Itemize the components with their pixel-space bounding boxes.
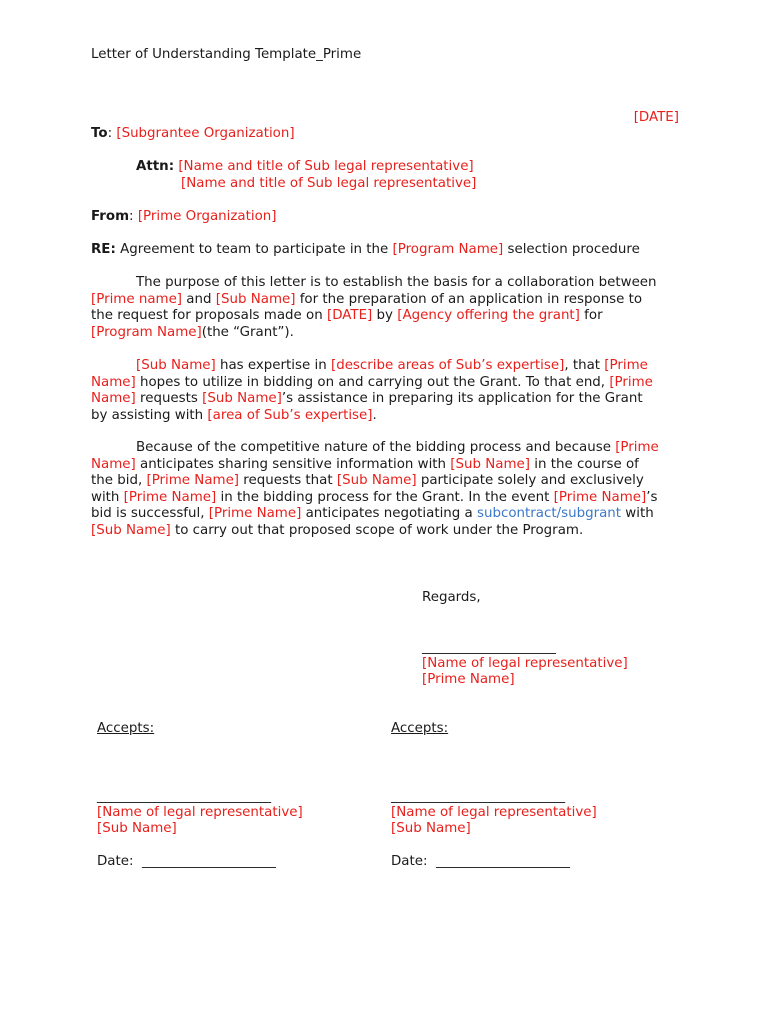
paragraph-line xyxy=(91,408,683,425)
subcontract-subgrant-text: subcontract/subgrant xyxy=(477,506,622,521)
date-line: ____________________ xyxy=(142,854,276,869)
text-run: participate solely and exclusively xyxy=(416,473,644,488)
text-run: to carry out that proposed scope of work under the Program. xyxy=(170,522,584,538)
placeholder-sub-name: [Sub Name] xyxy=(136,358,216,373)
placeholder-prime-name: [Prime Name] xyxy=(553,489,647,505)
placeholder-prime-name: [Prime xyxy=(615,440,659,455)
placeholder-sub-name: [Sub Name] xyxy=(91,522,171,538)
date-field xyxy=(391,854,570,869)
paragraph-line xyxy=(91,391,683,408)
re-text-2: selection procedure xyxy=(503,242,640,257)
closing-org: [Prime Name] xyxy=(422,672,515,687)
re-line xyxy=(91,242,640,257)
text-run: ’s xyxy=(646,489,658,505)
placeholder-prime-name: [Prime xyxy=(604,358,648,373)
text-run: , that xyxy=(564,358,605,373)
text-run: and xyxy=(182,291,216,307)
attn-value-2: [Name and title of Sub legal representative] xyxy=(181,176,477,191)
signer-org: [Sub Name] xyxy=(391,821,471,836)
signer-org: [Sub Name] xyxy=(97,821,177,836)
placeholder-prime-name: [Prime Name] xyxy=(146,473,240,488)
paragraph-line xyxy=(91,275,683,292)
text-run: the bid, xyxy=(91,473,147,488)
text-run: ’s assistance in preparing its application for the Grant xyxy=(281,391,643,406)
text-run: by assisting with xyxy=(91,407,208,423)
from-separator: : xyxy=(129,209,138,224)
placeholder-prime-name: [Prime name] xyxy=(91,291,183,307)
text-run: in the course of xyxy=(530,456,639,472)
from-value: [Prime Organization] xyxy=(137,209,277,224)
paragraph-line xyxy=(91,308,683,325)
text-run: requests xyxy=(135,391,203,406)
placeholder-prime-name: Name] xyxy=(91,456,136,472)
placeholder-agency: [Agency offering the grant] xyxy=(397,308,580,323)
closing-regards: Regards, xyxy=(422,590,481,605)
text-run: (the “Grant”). xyxy=(201,324,294,340)
date-label: Date: xyxy=(391,854,428,869)
placeholder-area-expertise: [area of Sub’s expertise] xyxy=(207,407,373,423)
re-program: [Program Name] xyxy=(392,242,504,257)
text-run: Because of the competitive nature of the bidding process and because xyxy=(136,440,616,455)
text-run: . xyxy=(372,407,377,423)
text-run: hopes to utilize in bidding on and carrying out the Grant. To that end, xyxy=(135,374,610,390)
placeholder-prime-name: [Prime Name] xyxy=(208,506,302,521)
date-field xyxy=(97,854,276,869)
signature-line: __________________________ xyxy=(391,789,566,804)
paragraph-bidding xyxy=(91,440,683,539)
letter-date: [DATE] xyxy=(633,110,679,125)
signature-line: __________________________ xyxy=(97,789,272,804)
paragraph-line xyxy=(91,292,683,309)
text-run: by xyxy=(372,308,398,323)
paragraph-line xyxy=(91,506,683,523)
paragraph-line xyxy=(91,457,683,474)
document-header-title: Letter of Understanding Template_Prime xyxy=(91,47,362,62)
text-run: bid is successful, xyxy=(91,506,209,521)
paragraph-line xyxy=(91,440,683,457)
text-run: anticipates negotiating a xyxy=(301,506,478,521)
placeholder-prime-name: Name] xyxy=(91,391,136,406)
text-run: anticipates sharing sensitive information with xyxy=(135,456,451,472)
to-line xyxy=(91,126,295,141)
paragraph-line xyxy=(91,325,683,342)
placeholder-prime-name: [Prime xyxy=(609,374,653,390)
paragraph-line xyxy=(91,490,683,507)
closing-name: [Name of legal representative] xyxy=(422,656,628,671)
text-run: the request for proposals made on xyxy=(91,308,327,323)
placeholder-sub-name: [Sub Name] xyxy=(336,473,417,488)
accepts-label: Accepts: xyxy=(391,721,449,736)
re-text-1: Agreement to team to participate in the xyxy=(115,242,393,257)
from-label: From xyxy=(91,209,130,224)
signer-name: [Name of legal representative] xyxy=(391,805,597,820)
text-run: has expertise in xyxy=(215,358,331,373)
placeholder-date: [DATE] xyxy=(326,308,373,323)
text-run: requests that xyxy=(239,473,337,488)
closing-signature-line: ____________________ xyxy=(422,640,556,655)
to-separator: : xyxy=(107,126,117,141)
paragraph-purpose xyxy=(91,275,683,341)
text-run: for the preparation of an application in response to xyxy=(295,291,643,307)
to-value: [Subgrantee Organization] xyxy=(116,126,295,141)
placeholder-sub-expertise: [describe areas of Sub’s expertise] xyxy=(330,358,565,373)
paragraph-line xyxy=(91,358,683,375)
attn-line-1 xyxy=(136,159,474,174)
paragraph-line xyxy=(91,473,683,490)
text-run: in the bidding process for the Grant. In the event xyxy=(216,489,554,505)
placeholder-sub-name: [Sub Name] xyxy=(450,456,530,472)
paragraph-expertise xyxy=(91,358,683,424)
paragraph-line xyxy=(91,375,683,392)
placeholder-sub-name: [Sub Name] xyxy=(202,391,282,406)
date-line: ____________________ xyxy=(436,854,570,869)
attn-value-1: [Name and title of Sub legal representative] xyxy=(178,159,474,174)
to-label: To xyxy=(91,126,108,141)
attn-label: Attn: xyxy=(136,159,175,174)
placeholder-program-name: [Program Name] xyxy=(91,324,202,340)
text-run: with xyxy=(91,489,124,505)
text-run: with xyxy=(621,506,654,521)
signer-name: [Name of legal representative] xyxy=(97,805,303,820)
re-label: RE: xyxy=(91,242,116,257)
accepts-label: Accepts: xyxy=(97,721,155,736)
paragraph-line xyxy=(91,523,683,540)
text-run: for xyxy=(579,308,603,323)
text-run: The purpose of this letter is to establish the basis for a collaboration between xyxy=(136,275,657,290)
placeholder-sub-name: [Sub Name] xyxy=(215,291,296,307)
date-label: Date: xyxy=(97,854,134,869)
from-line xyxy=(91,209,277,224)
placeholder-prime-name: Name] xyxy=(91,374,136,390)
placeholder-prime-name: [Prime Name] xyxy=(123,489,217,505)
